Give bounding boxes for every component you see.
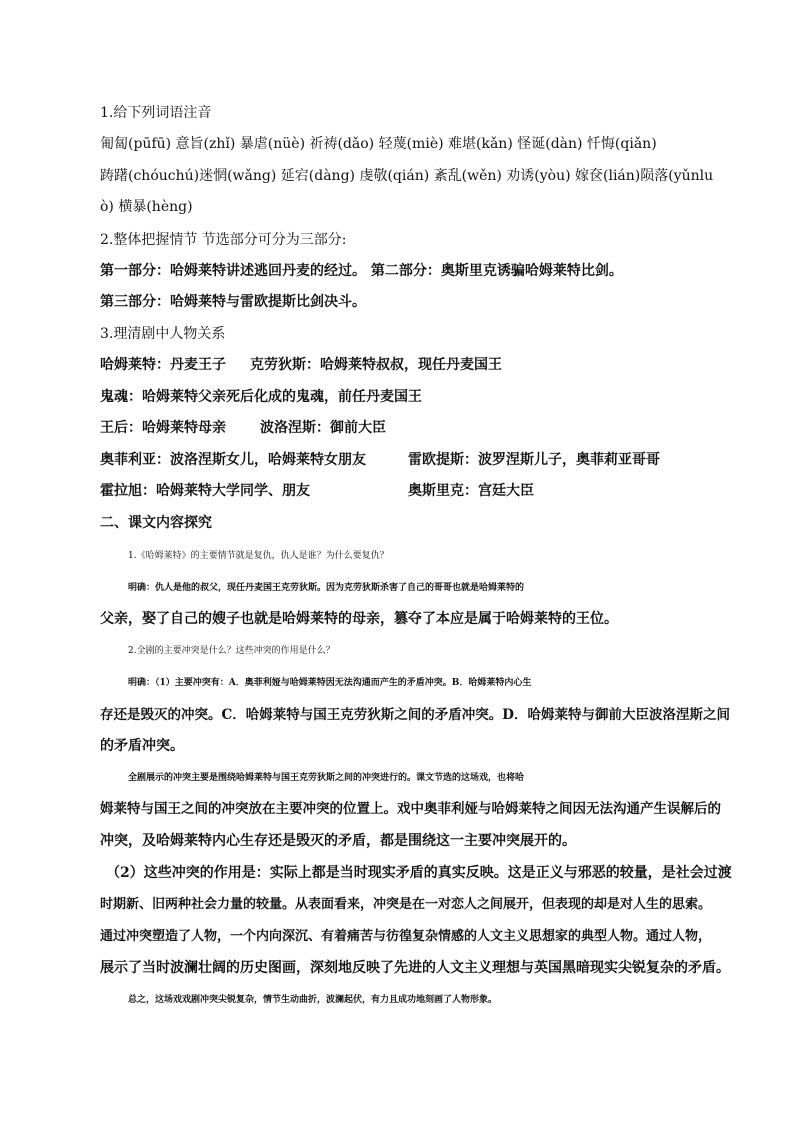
paragraph-3: 总之，这场戏戏剧冲突尖锐复杂，情节生动曲折，波澜起伏，有力且成功地刻画了人物形象。	[128, 995, 498, 1005]
section-2-title: 2.整体把握情节 节选部分可分为三部分:	[100, 232, 347, 248]
paragraph-1-line-1: 全剧展示的冲突主要是围绕哈姆莱特与国王克劳狄斯之间的冲突进行的。课文节选的这场戏，也将哈	[128, 773, 525, 783]
character-right: 克劳狄斯：哈姆莱特叔叔，现任丹麦国王	[250, 357, 502, 373]
character-row	[100, 418, 724, 438]
plot-part-3: 第三部分：哈姆莱特与雷欧提斯比剑决斗。	[100, 294, 366, 310]
question-2: 2.全剧的主要冲突是什么？这些冲突的作用是什么？	[128, 646, 335, 656]
character-row	[100, 481, 724, 501]
character-row	[100, 450, 724, 470]
character-left: 霍拉旭：哈姆莱特大学同学、朋友	[100, 483, 310, 499]
answer-1-line-2: 父亲，娶了自己的嫂子也就是哈姆莱特的母亲，篡夺了本应是属于哈姆莱特的王位。	[100, 611, 618, 627]
paragraph-2-line-4: 展示了当时波澜壮阔的历史图画，深刻地反映了先进的人文主义理想与英国黑暗现实尖锐复杂的矛盾。	[100, 960, 730, 976]
character-right: 波洛涅斯：御前大臣	[260, 420, 386, 436]
section-3-title: 3.理清剧中人物关系	[100, 326, 226, 342]
character-right: 雷欧提斯：波罗涅斯儿子，奥菲莉亚哥哥	[408, 452, 660, 468]
section-4-title: 二、课文内容探究	[100, 515, 212, 531]
answer-1-line-1: 明确：仇人是他的叔父，现任丹麦国王克劳狄斯。因为克劳狄斯杀害了自己的哥哥也就是哈姆莱特的	[128, 583, 525, 593]
answer-2-line-3: 的矛盾冲突。	[100, 738, 184, 754]
character-row	[100, 355, 724, 375]
character-left: 奥菲利亚：波洛涅斯女儿，哈姆莱特女朋友	[100, 452, 366, 468]
paragraph-2-line-3: 通过冲突塑造了人物，一个内向深沉、有着痛苦与彷徨复杂情感的人文主义思想家的典型人物。通过人物，	[100, 929, 712, 944]
character-right: 奥斯里克：宫廷大臣	[408, 483, 534, 499]
answer-2-line-1: 明确：（1）主要冲突有：A．奥菲利娅与哈姆莱特因无法沟通而产生的矛盾冲突。B．哈姆莱特内心生	[128, 678, 532, 688]
paragraph-1-line-2: 姆莱特与国王之间的冲突放在主要冲突的位置上。戏中奥菲利娅与哈姆莱特之间因无法沟通产生误解后的	[100, 801, 721, 817]
character-left: 哈姆莱特：丹麦王子	[100, 357, 226, 373]
pinyin-line-1: 匍匐(pūfū) 意旨(zhǐ) 暴虐(nüè) 祈祷(dǎo) 轻蔑(miè) 难堪(kǎn) 怪诞(dàn) 忏悔(qiǎn)	[100, 136, 657, 152]
paragraph-2-line-1: （2）这些冲突的作用是：实际上都是当时现实矛盾的真实反映。这是正义与邪恶的较量，是社会过渡	[106, 865, 732, 881]
pinyin-line-2: 踌躇(chóuchú)迷惘(wǎng) 延宕(dàng) 虔敬(qián) 紊乱(wěn) 劝诱(yòu) 嫁奁(lián)陨落(yǔnlu	[100, 168, 714, 184]
answer-2-line-2: 存还是毁灭的冲突。C．哈姆莱特与国王克劳狄斯之间的矛盾冲突。D．哈姆莱特与御前大臣波洛涅斯之间	[100, 707, 730, 723]
pinyin-line-3: ò) 横暴(hèng)	[100, 199, 193, 215]
paragraph-2-line-2: 时期新、旧两种社会力量的较量。从表面看来，冲突是在一对恋人之间展开，但表现的却是对人生的思索。	[100, 897, 712, 912]
character-row	[100, 387, 724, 407]
paragraph-1-line-3: 冲突，及哈姆莱特内心生存还是毁灭的矛盾，都是围绕这一主要冲突展开的。	[100, 833, 576, 849]
question-1: 1.《哈姆莱特》的主要情节就是复仇，仇人是谁？为什么要复仇？	[128, 551, 389, 561]
character-left: 王后：哈姆莱特母亲	[100, 420, 226, 436]
character-left: 鬼魂：哈姆莱特父亲死后化成的鬼魂，前任丹麦国王	[100, 389, 422, 405]
section-1-title: 1.给下列词语注音	[100, 105, 212, 121]
plot-part-1-2: 第一部分：哈姆莱特讲述逃回丹麦的经过。 第二部分：奥斯里克诱骗哈姆莱特比剑。	[100, 263, 623, 279]
